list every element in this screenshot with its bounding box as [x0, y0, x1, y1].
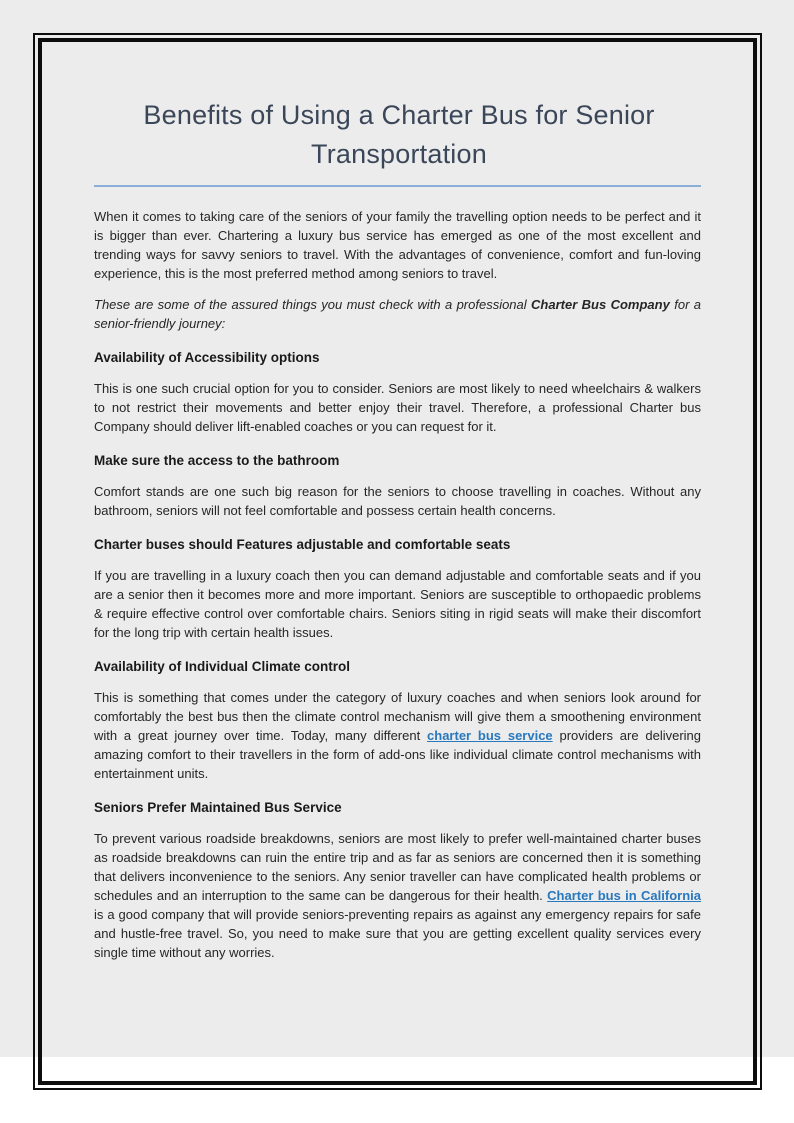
document-frame-inner [38, 38, 757, 1085]
section-heading: Availability of Accessibility options [94, 350, 320, 365]
text-segment: When it comes to taking care of the seniors of your family the travelling option needs to be perfect and it is bigger than ever. Chartering a luxury bus service has emerged as one of the most excellent and trending ways for savvy seniors to travel. With the advantages of convenience, comfort and fun-loving experience, this is the most preferred method among seniors to travel. [94, 209, 701, 281]
text-segment: providers are delivering amazing comfort to their travellers in the form of add-ons like individual climate control mechanisms with entertainment units. [94, 728, 702, 781]
section-heading: Availability of Individual Climate control [94, 659, 351, 674]
title-divider [94, 185, 701, 187]
paragraph [94, 207, 701, 283]
paragraph [94, 379, 701, 436]
charter-bus-california-link[interactable]: Charter bus in California [547, 888, 701, 903]
document-body [94, 207, 701, 962]
text-segment: This is something that comes under the category of luxury coaches and when seniors look around for comfortably the best bus then the climate control mechanism will give them a smoothening environment with a great journey over time. Today, many different [94, 690, 701, 743]
section-heading: Charter buses should Features adjustable and comfortable seats [94, 537, 511, 552]
text-segment: for a senior-friendly journey: [94, 297, 702, 331]
paragraph [94, 829, 701, 962]
text-segment: These are some of the assured things you must check with a professional [94, 297, 532, 312]
section-heading: Seniors Prefer Maintained Bus Service [94, 800, 342, 815]
text-segment: Charter Bus Company [531, 297, 670, 312]
paragraph [94, 482, 701, 520]
section-heading: Make sure the access to the bathroom [94, 453, 340, 468]
text-segment: is a good company that will provide seniors-preventing repairs as against any emergency repairs for safe and hustle-free travel. So, you need to make sure that you are getting excellent quality services every single time without any worries. [94, 907, 701, 960]
text-segment: Comfort stands are one such big reason for the seniors to choose travelling in coaches. Without any bathroom, seniors will not feel comfortable and possess certain health concerns. [94, 484, 701, 518]
page-title: Benefits of Using a Charter Bus for Senior Transportation [143, 100, 655, 169]
charter-bus-service-link[interactable]: charter bus service [427, 728, 553, 743]
document-frame-outer [33, 33, 762, 1090]
paragraph [94, 566, 701, 642]
text-segment: To prevent various roadside breakdowns, seniors are most likely to prefer well-maintained charter buses as roadside breakdowns can ruin the entire trip and as far as seniors are concerned then it is something that delivers inconvenience to the seniors. Any senior traveller can have complicated health problems or schedules and an interruption to the same can be dangerous for their health. [94, 831, 701, 903]
text-segment: This is one such crucial option for you to consider. Seniors are most likely to need wheelchairs & walkers to not restrict their movements and better enjoy their travel. Therefore, a professional Charter bus Company should deliver lift-enabled coaches or you can request for it. [94, 381, 701, 434]
paragraph [94, 688, 701, 783]
text-segment: If you are travelling in a luxury coach then you can demand adjustable and comfortable seats and if you are a senior then it becomes more and more important. Seniors are susceptible to orthopaedic problems & require effective control over comfortable chairs. Seniors siting in rigid seats will make their discomfort for the long trip with certain health issues. [94, 568, 701, 640]
paragraph [94, 295, 701, 333]
